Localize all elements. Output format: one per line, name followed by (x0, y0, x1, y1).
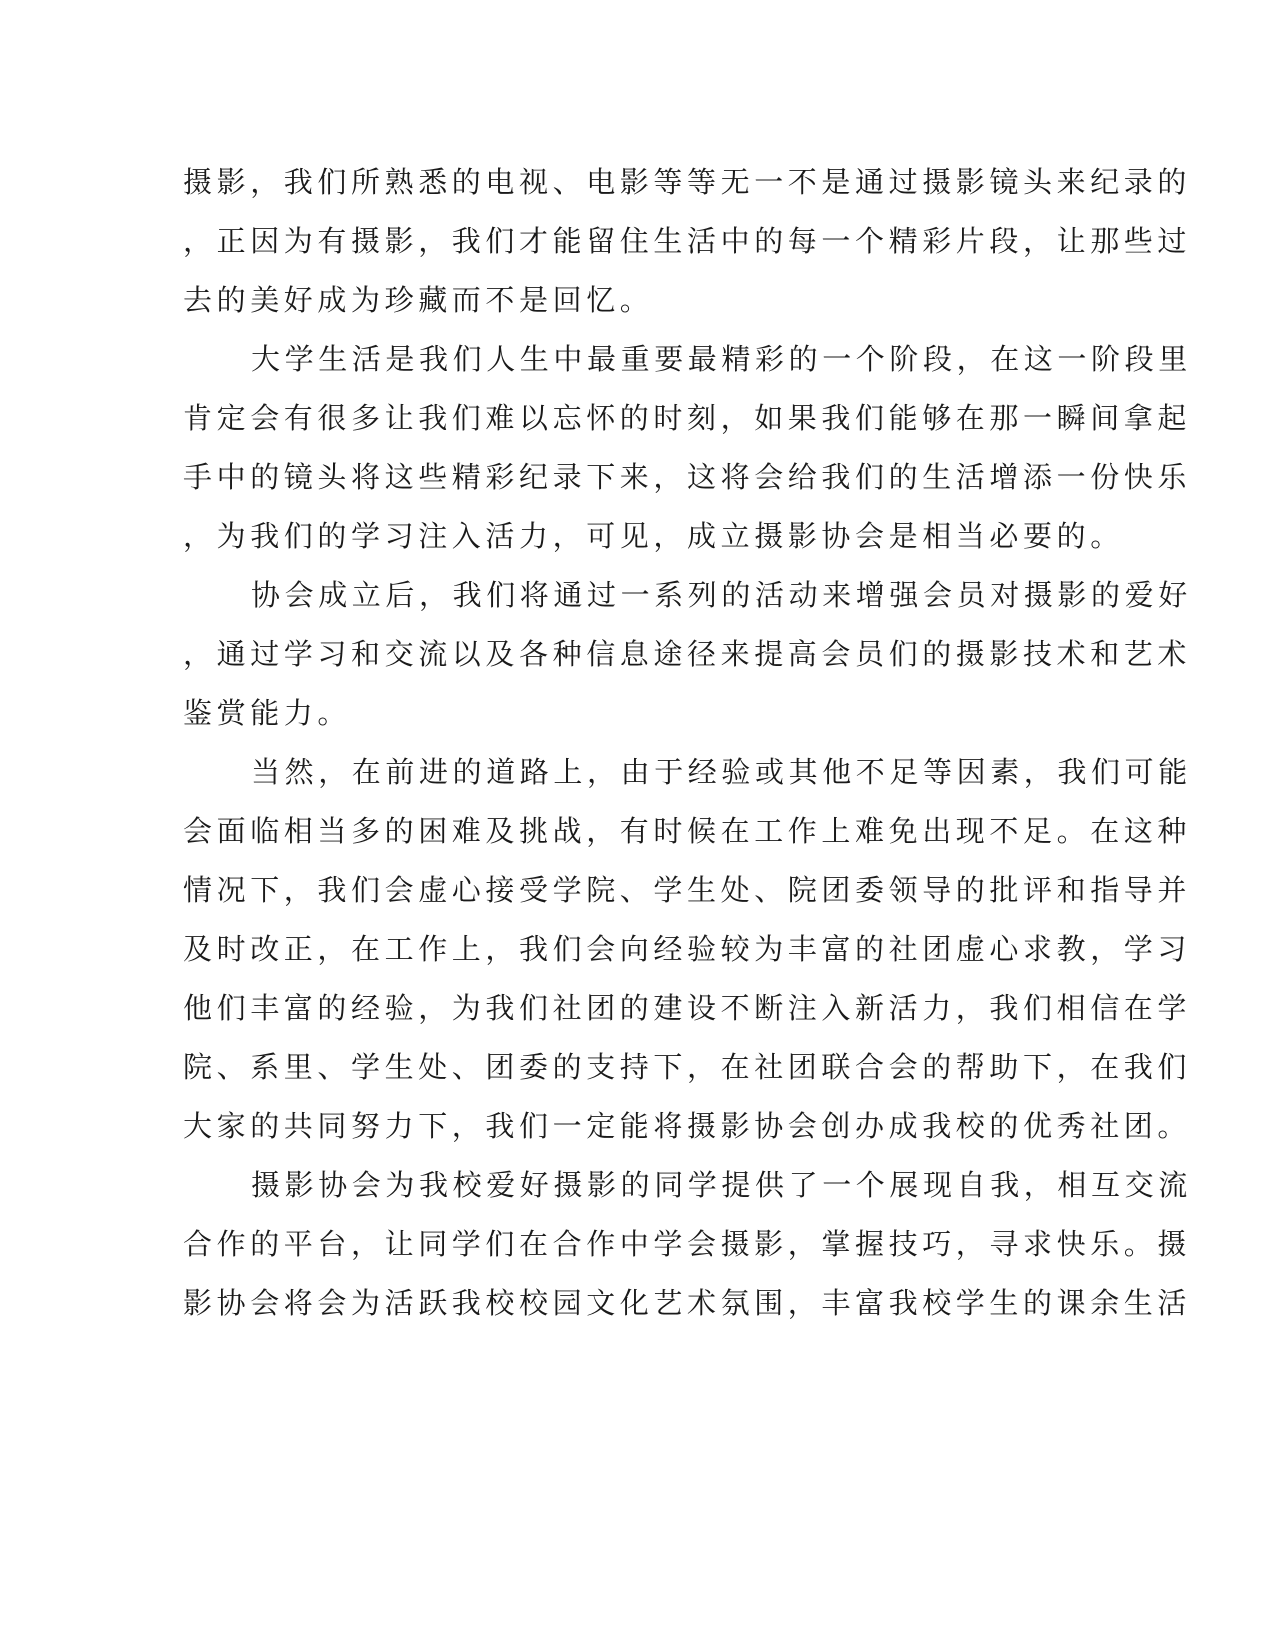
paragraph-first-line: 摄影协会为我校爱好摄影的同学提供了一个展现自我，相互交流 (251, 1168, 1192, 1202)
paragraph-first-line: 大学生活是我们人生中最重要最精彩的一个阶段，在这一阶段里 (251, 342, 1192, 376)
text-line: 摄影，我们所熟悉的电视、电影等等无一不是通过摄影镜头来纪录的 (183, 165, 1192, 199)
text-line: 他们丰富的经验，为我们社团的建设不断注入新活力，我们相信在学 (183, 991, 1192, 1025)
text-line: 鉴赏能力。 (183, 696, 352, 730)
text-line: 手中的镜头将这些精彩纪录下来，这将会给我们的生活增添一份快乐 (183, 460, 1192, 494)
text-line: 合作的平台，让同学们在合作中学会摄影，掌握技巧，寻求快乐。摄 (183, 1227, 1192, 1261)
text-line: 及时改正，在工作上，我们会向经验较为丰富的社团虚心求教，学习 (183, 932, 1192, 966)
text-line: 肯定会有很多让我们难以忘怀的时刻，如果我们能够在那一瞬间拿起 (183, 401, 1192, 435)
text-line: 大家的共同努力下，我们一定能将摄影协会创办成我校的优秀社团。 (183, 1109, 1192, 1143)
text-line: 情况下，我们会虚心接受学院、学生处、院团委领导的批评和指导并 (183, 873, 1192, 907)
text-line: 去的美好成为珍藏而不是回忆。 (183, 283, 654, 317)
text-line: ，正因为有摄影，我们才能留住生活中的每一个精彩片段，让那些过 (183, 224, 1192, 258)
text-line: ，通过学习和交流以及各种信息途径来提高会员们的摄影技术和艺术 (183, 637, 1192, 671)
paragraph-first-line: 协会成立后，我们将通过一系列的活动来增强会员对摄影的爱好 (251, 578, 1192, 612)
text-line: 院、系里、学生处、团委的支持下，在社团联合会的帮助下，在我们 (183, 1050, 1192, 1084)
text-line: 影协会将会为活跃我校校园文化艺术氛围，丰富我校学生的课余生活 (183, 1286, 1192, 1320)
text-line: ，为我们的学习注入活力，可见，成立摄影协会是相当必要的。 (183, 519, 1124, 553)
paragraph-first-line: 当然，在前进的道路上，由于经验或其他不足等因素，我们可能 (251, 755, 1192, 789)
text-line: 会面临相当多的困难及挑战，有时候在工作上难免出现不足。在这种 (183, 814, 1192, 848)
